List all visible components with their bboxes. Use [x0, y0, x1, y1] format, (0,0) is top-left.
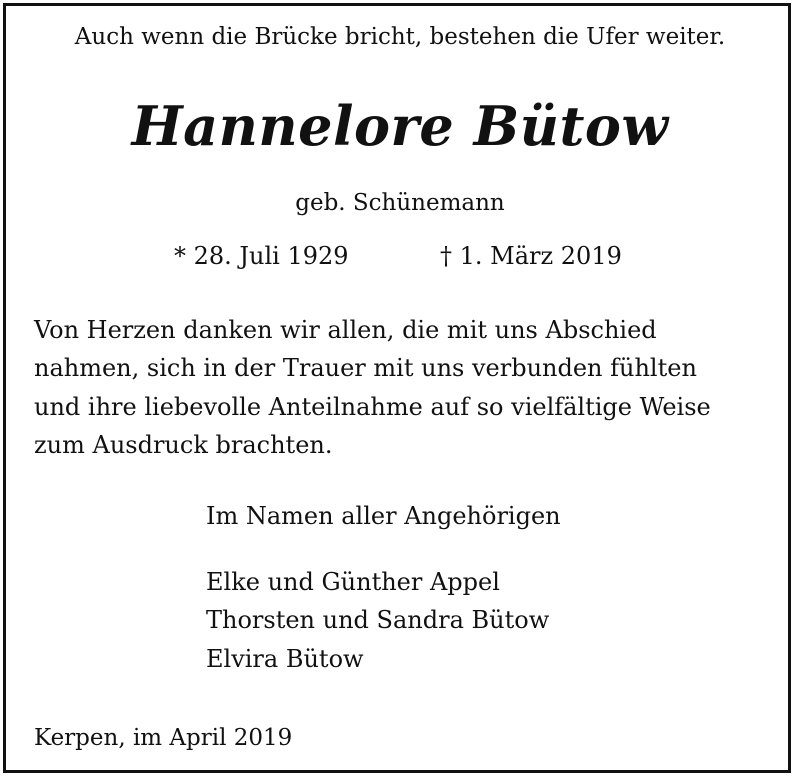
motto-quote: Auch wenn die Brücke bricht, bestehen die Ufer weiter. — [74, 24, 726, 50]
thanks-line: nahmen, sich in der Trauer mit uns verbunden fühlten — [34, 354, 697, 383]
thanks-line: zum Ausdruck brachten. — [34, 431, 333, 460]
death-date: † 1. März 2019 — [440, 242, 622, 270]
place-and-date: Kerpen, im April 2019 — [34, 725, 293, 751]
thanks-paragraph — [34, 311, 711, 465]
thanks-line: und ihre liebevolle Anteilnahme auf so vielfältige Weise — [34, 392, 711, 421]
family-member: Thorsten und Sandra Bütow — [206, 606, 550, 635]
family-member: Elvira Bütow — [206, 644, 364, 673]
on-behalf-line: Im Namen aller Angehörigen — [206, 502, 561, 530]
birth-name: geb. Schünemann — [295, 190, 505, 216]
deceased-name: Hannelore Bütow — [131, 94, 669, 158]
family-list — [206, 563, 549, 678]
thanks-line: Von Herzen danken wir allen, die mit uns Abschied — [34, 316, 657, 344]
family-member: Elke und Günther Appel — [206, 568, 500, 596]
birth-date: * 28. Juli 1929 — [174, 242, 349, 270]
